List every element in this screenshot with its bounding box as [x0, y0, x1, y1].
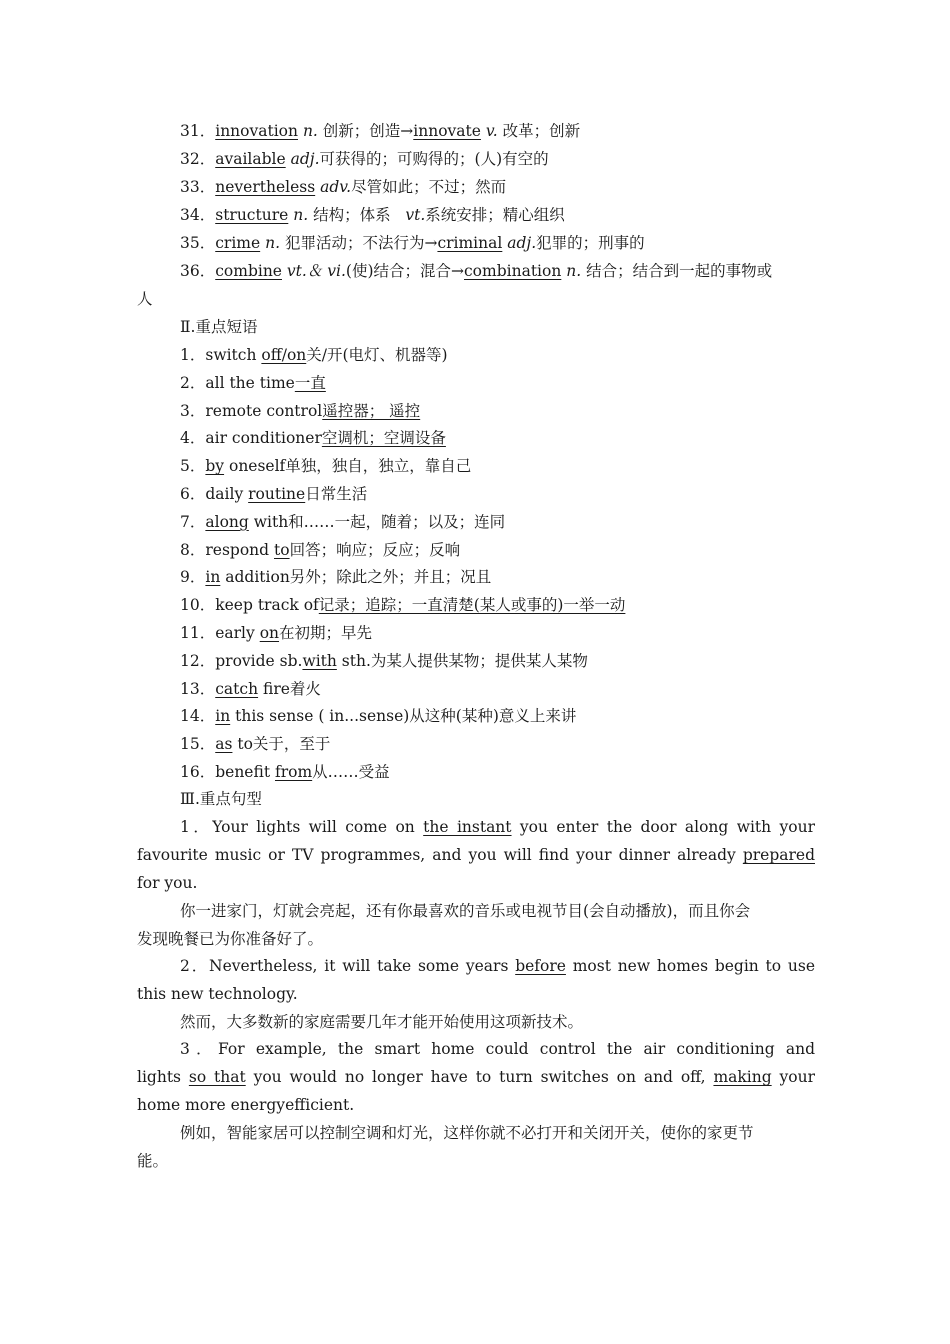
- phrase-item: [180, 703, 815, 731]
- answer-blank: structure: [215, 206, 289, 224]
- phrase-item: [180, 731, 815, 759]
- answer-blank: before: [515, 957, 566, 975]
- answer-blank: in: [215, 707, 231, 726]
- item-number: 10．: [180, 596, 216, 615]
- sentence-3-translation-1: 例如，智能家居可以控制空调和灯光，这样你就不必打开和关闭开关，使你的家更节: [180, 1124, 754, 1142]
- item-number: 3．: [180, 401, 206, 420]
- phrase-item: [180, 342, 815, 370]
- item-number: 11．: [180, 624, 216, 642]
- sentence-text: you enter the door along with your: [511, 818, 815, 836]
- item-number: 6．: [180, 485, 206, 503]
- meaning: (使)结合；混合→: [345, 262, 464, 280]
- meaning: 犯罪活动；不法行为→: [280, 234, 438, 252]
- phrase-meaning: this sense ( in...sense)从这种(某种)意义上来讲: [230, 707, 577, 726]
- vocab-item-35: [180, 230, 815, 258]
- part-of-speech: adj.: [507, 234, 537, 252]
- vocab-item-33: [180, 174, 815, 202]
- meaning: 创新；创造→: [317, 122, 414, 140]
- phrase-text: benefit: [215, 763, 275, 781]
- vocab-item-31: [180, 118, 815, 146]
- phrase-meaning: addition另外；除此之外；并且；况且: [220, 568, 492, 587]
- phrase-text: respond: [205, 540, 274, 559]
- answer-blank: nevertheless: [215, 178, 316, 196]
- item-number: 1．: [180, 346, 206, 364]
- phrase-text: early: [215, 624, 260, 642]
- answer-blank: as: [215, 735, 233, 754]
- phrase-item: [180, 425, 815, 453]
- part-of-speech: n.: [566, 262, 582, 280]
- part-of-speech: adv.: [320, 178, 352, 196]
- part-of-speech: vt.: [405, 206, 426, 224]
- phrase-meaning: to关于，至于: [232, 735, 331, 754]
- phrase-meaning: 回答；响应；反应；反响: [289, 540, 461, 559]
- item-number: 35．: [180, 234, 216, 252]
- sentence-1-translation-1: 你一进家门，灯就会亮起，还有你最喜欢的音乐或电视节目(会自动播放)，而且你会: [180, 902, 751, 920]
- vocab-item-32: [180, 146, 815, 174]
- meaning: 改革；创新: [497, 122, 581, 140]
- answer-blank: making: [713, 1068, 772, 1086]
- answer-blank: with: [302, 651, 337, 670]
- vocab-item-36-wrap: 人: [137, 290, 153, 308]
- answer-blank: crime: [215, 234, 261, 252]
- answer-blank: 记录；追踪；一直清楚(某人或事的)一举一动: [318, 596, 626, 615]
- item-number: 31．: [180, 122, 216, 140]
- phrase-meaning: 在初期；早先: [279, 624, 373, 642]
- phrase-meaning: with和……一起，随着；以及；连同: [248, 512, 506, 531]
- item-number: 5．: [180, 457, 206, 476]
- phrase-text: keep track of: [215, 596, 319, 615]
- phrase-text: all the time: [205, 373, 295, 392]
- item-number: 14．: [180, 707, 216, 726]
- phrase-meaning: 日常生活: [305, 485, 368, 503]
- answer-blank: by: [205, 457, 225, 476]
- meaning: 犯罪的；刑事的: [536, 234, 645, 252]
- meaning: 尽管如此；不过；然而: [351, 178, 507, 196]
- item-number: 36．: [180, 262, 216, 280]
- answer-blank: to: [274, 540, 290, 559]
- phrase-meaning: 从……受益: [312, 763, 390, 781]
- section-heading-phrases: Ⅱ.重点短语: [180, 318, 258, 336]
- item-number: 12．: [180, 651, 216, 670]
- answer-blank: combine: [215, 262, 282, 280]
- sentence-text: favourite music or TV programmes, and you will find your dinner already: [137, 846, 743, 864]
- answer-blank: innovation: [215, 122, 298, 140]
- phrase-text: provide sb.: [215, 651, 303, 670]
- sentence-1-translation-2: 发现晚餐已为你准备好了。: [137, 930, 324, 948]
- sentence-text: your: [771, 1068, 815, 1086]
- answer-blank: innovate: [413, 122, 481, 140]
- answer-blank: criminal: [437, 234, 503, 252]
- phrase-item: [180, 398, 815, 426]
- phrase-item: [180, 453, 815, 481]
- sentence-text: you would no longer have to turn switches on and off,: [245, 1068, 714, 1086]
- vocab-item-34: [180, 202, 815, 230]
- item-number: 9．: [180, 568, 206, 587]
- sentence-text: 2．Nevertheless, it will take some years: [180, 957, 516, 975]
- phrase-meaning: fire着火: [258, 679, 321, 698]
- phrase-item: [180, 370, 815, 398]
- item-number: 33．: [180, 178, 216, 196]
- phrase-meaning: 关/开(电灯、机器等): [306, 346, 448, 364]
- phrase-text: air conditioner: [205, 429, 322, 448]
- answer-blank: in: [205, 568, 221, 587]
- phrase-meaning: sth.为某人提供某物；提供某人某物: [336, 651, 588, 670]
- sentence-2-translation: 然而，大多数新的家庭需要几年才能开始使用这项新技术。: [180, 1013, 584, 1031]
- sentence-1-line-2: [137, 842, 815, 870]
- phrase-text: remote control: [205, 401, 323, 420]
- sentence-1-line-1: [180, 814, 815, 842]
- answer-blank: so that: [188, 1068, 246, 1086]
- phrase-item: [180, 509, 815, 537]
- answer-blank: the instant: [423, 818, 512, 836]
- phrase-item: [180, 648, 815, 676]
- part-of-speech: n.: [265, 234, 281, 252]
- sentence-text: most new homes begin to use: [565, 957, 815, 975]
- answer-blank: from: [274, 763, 313, 781]
- phrase-item: [180, 564, 815, 592]
- answer-blank: on: [259, 624, 280, 642]
- answer-blank: off/on: [261, 346, 307, 364]
- item-number: 13．: [180, 679, 216, 698]
- sentence-2-line-2: this new technology.: [137, 985, 298, 1003]
- item-number: 7．: [180, 512, 206, 531]
- item-number: 16．: [180, 763, 216, 781]
- item-number: 8．: [180, 540, 206, 559]
- item-number: 15．: [180, 735, 216, 754]
- item-number: 4．: [180, 429, 206, 448]
- phrase-item: [180, 620, 815, 648]
- sentence-3-line-3: home more energyefficient.: [137, 1096, 355, 1114]
- meaning: 结构；体系: [308, 206, 391, 224]
- phrase-item: [180, 759, 815, 787]
- sentence-3-line-2: [137, 1064, 815, 1092]
- answer-blank: 空调机；空调设备: [321, 429, 446, 448]
- phrase-item: [180, 676, 815, 704]
- answer-blank: 遥控器； 遥控: [322, 401, 421, 420]
- meaning: 结合；结合到一起的事物或: [581, 262, 773, 280]
- vocab-item-36: [180, 258, 815, 286]
- item-number: 2．: [180, 373, 206, 392]
- sentence-3-line-1: 3．For example, the smart home could control the air conditioning and: [180, 1040, 815, 1058]
- part-of-speech: vt.＆ vi.: [286, 262, 346, 280]
- phrase-item: [180, 592, 815, 620]
- phrase-meaning: oneself单独，独自，独立，靠自己: [224, 457, 472, 476]
- answer-blank: routine: [248, 485, 306, 503]
- answer-blank: prepared: [742, 846, 815, 864]
- phrase-text: switch: [205, 346, 262, 364]
- answer-blank: available: [215, 150, 286, 168]
- part-of-speech: n.: [302, 122, 318, 140]
- phrase-item: [180, 537, 815, 565]
- answer-blank: combination: [464, 262, 562, 280]
- part-of-speech: adj.: [290, 150, 320, 168]
- part-of-speech: n.: [293, 206, 309, 224]
- answer-blank: 一直: [294, 373, 326, 392]
- answer-blank: catch: [215, 679, 259, 698]
- answer-blank: along: [205, 512, 249, 531]
- phrase-item: [180, 481, 815, 509]
- item-number: 32．: [180, 150, 216, 168]
- item-number: 34．: [180, 206, 216, 224]
- meaning: 系统安排；精心组织: [425, 206, 565, 224]
- section-heading-sentences: Ⅲ.重点句型: [180, 790, 262, 808]
- sentence-3-translation-2: 能。: [137, 1152, 169, 1170]
- part-of-speech: v.: [485, 122, 498, 140]
- sentence-1-line-3: for you.: [137, 874, 198, 892]
- sentence-text: lights: [137, 1068, 189, 1086]
- phrase-text: daily: [205, 485, 249, 503]
- meaning: 可获得的；可购得的；(人)有空的: [319, 150, 549, 168]
- sentence-2-line-1: [180, 953, 815, 981]
- sentence-text: 1．Your lights will come on: [180, 818, 424, 836]
